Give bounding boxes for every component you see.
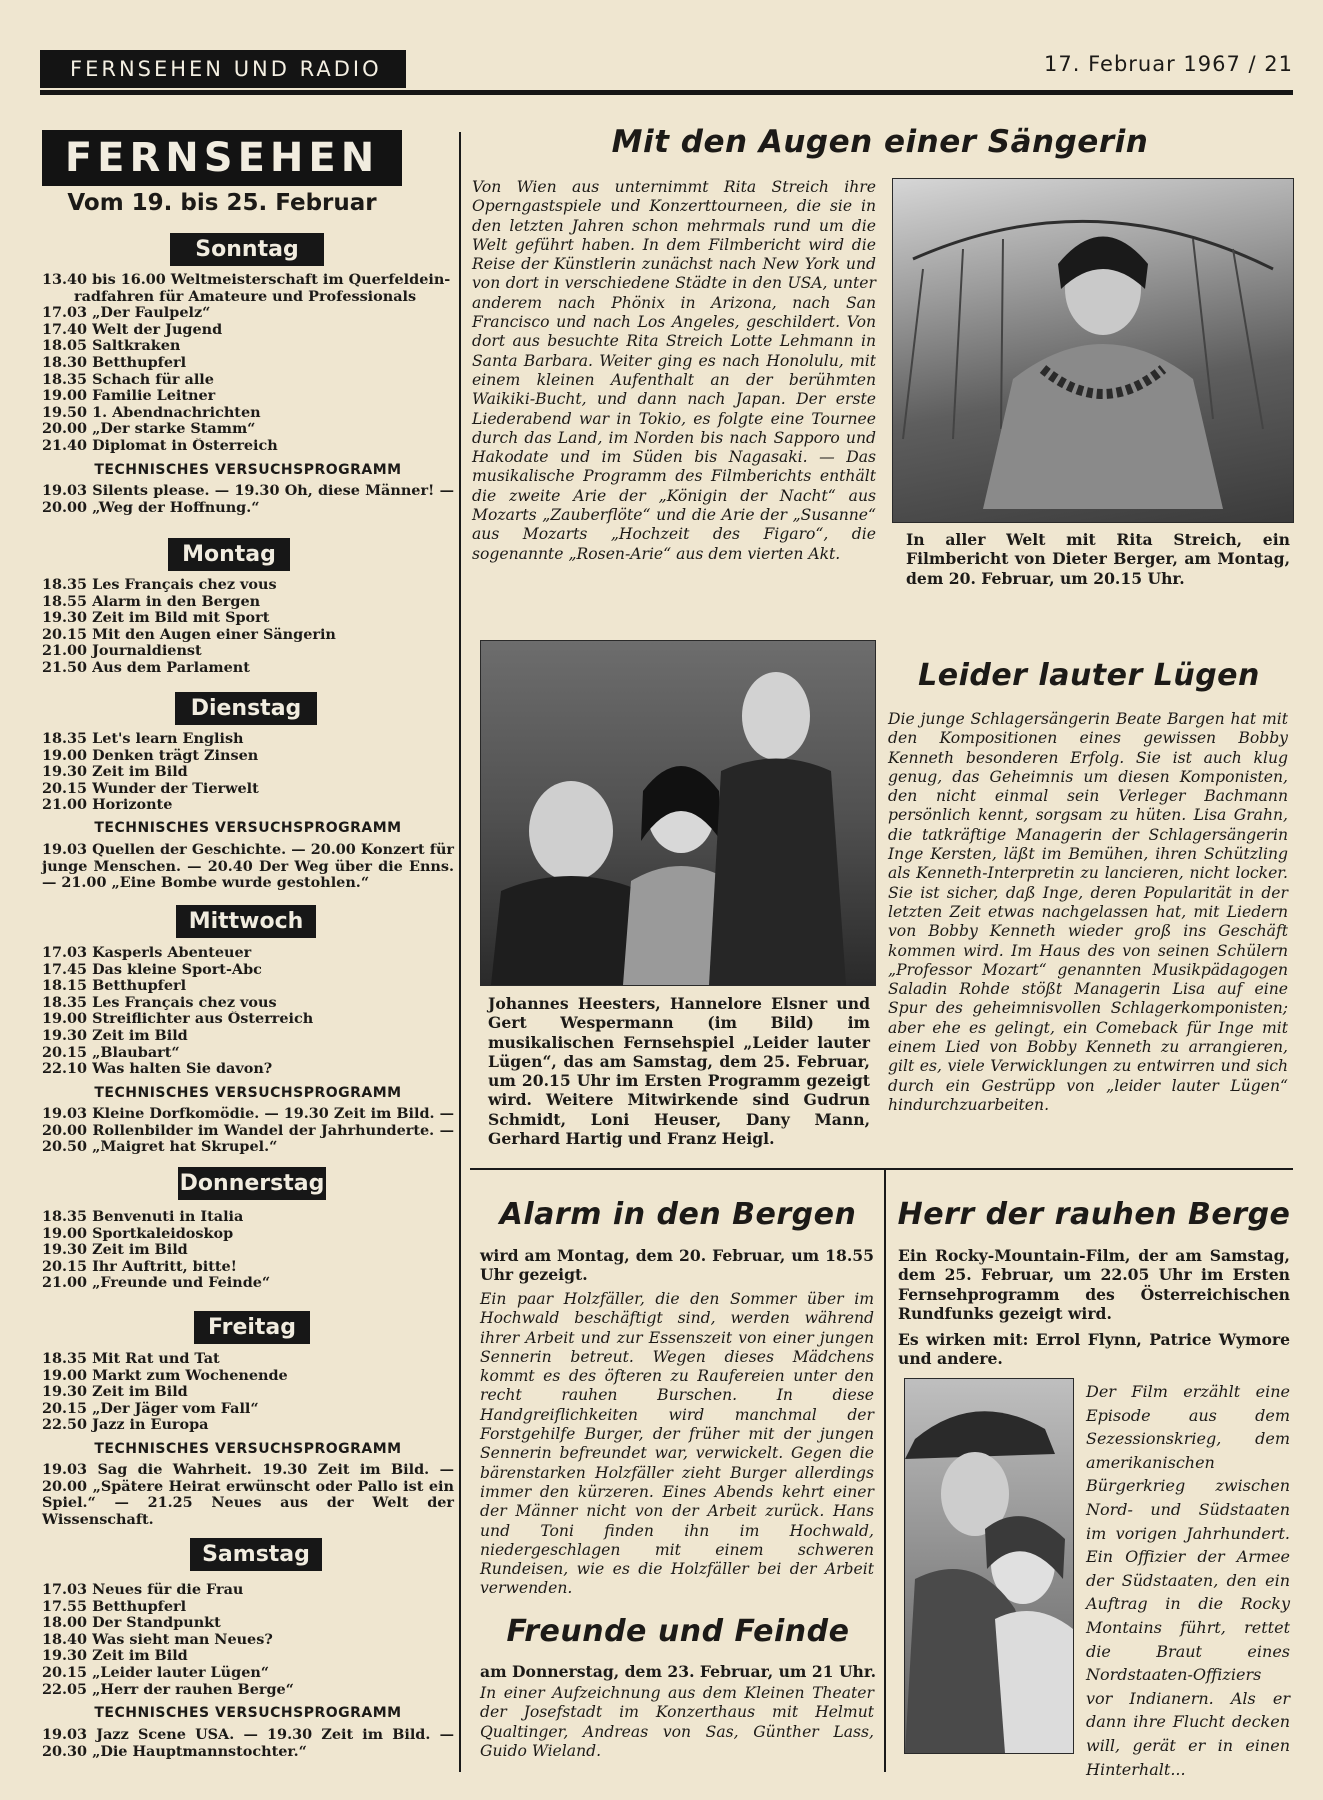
program-line: 17.55 Betthupferl (42, 1598, 187, 1615)
program-line: 20.15 „Der Jäger vom Fall“ (42, 1400, 259, 1417)
day-header-donnerstag: Donnerstag (178, 1167, 326, 1200)
article-lead-freunde: am Donnerstag, dem 23. Februar, um 21 Uhr. (480, 1662, 877, 1681)
program-line: 17.03 Neues für die Frau (42, 1582, 244, 1598)
program-line: 19.50 1. Abendnachrichten (42, 404, 261, 421)
program-line: 19.00 Markt zum Wochenende (42, 1367, 288, 1384)
program-line: 19.30 Zeit im Bild (42, 1648, 188, 1665)
cast-illustration (481, 641, 875, 985)
column-divider-mid (884, 1170, 886, 1772)
section-divider (470, 1168, 1293, 1170)
program-line: 19.30 Zeit im Bild mit Sport (42, 610, 270, 627)
photo-caption-luegen: Johannes Heesters, Hannelore Elsner und Gert Wespermann (im Bild) im musikalischen Fernsehspiel „Leider lauter Lügen“, das am Samstag, dem 25. Februar, um 20.15 Uhr im Ersten Programm gezeigt wird. Weitere Mitwirkende sind Gudrun Schmidt, Loni Heuser, Dany Mann, Gerhard Hartig und Franz Heigl. (488, 994, 870, 1149)
program-line: 21.00 „Freunde und Feinde“ (42, 1275, 271, 1292)
tech-label: TECHNISCHES VERSUCHSPROGRAMM (94, 820, 402, 836)
program-line: 13.40 bis 16.00 Weltmeisterschaft im Querfeldein- (42, 272, 451, 288)
program-line: 18.35 Les Français chez vous (42, 577, 277, 593)
program-list-dienstag (42, 731, 454, 814)
photo-rita-streich (892, 178, 1294, 523)
article-title-alarm: Alarm in den Bergen (499, 1197, 857, 1232)
program-line: 20.15 Mit den Augen einer Sängerin (42, 626, 336, 643)
program-line: 17.40 Welt der Jugend (42, 321, 223, 338)
program-line: 18.35 Les Français chez vous (42, 994, 277, 1011)
column-divider-left (459, 132, 461, 1772)
day-header-sonntag: Sonntag (170, 233, 324, 266)
tv-date-range: Vom 19. bis 25. Februar (67, 190, 377, 216)
program-line: 22.05 „Herr der rauhen Berge“ (42, 1681, 294, 1698)
program-line: 20.15 Wunder der Tierwelt (42, 780, 259, 797)
program-line: 19.00 Sportkaleidoskop (42, 1225, 234, 1242)
program-line: 21.50 Aus dem Parlament (42, 659, 250, 676)
article-body-luegen: Die junge Schlagersängerin Beate Bargen hat mit den Kompositionen eines gewissen Bobby Kenneth besonderen Erfolg. Sie ist auch klug genug, das Geheimnis um diesen Komponisten, den nicht einmal sein Verleger Bachmann persönlich kennt, sorgsam zu hüten. Lisa Grahn, die tatkräftige Managerin der Schlagersängerin Inge Kersten, läßt im Bemühen, ihren Schützling als Kenneth-Interpretin zu lancieren, nicht locker. Sie ist sicher, daß Inge, deren Popularität in der letzten Zeit etwas nachgelassen hat, mit Liedern von Bobby Kenneth wieder groß ins Geschäft kommen wird. Im Haus des von seinen Schülern „Professor Mozart“ genannten Musikpädagogen Saladin Rohde stößt Managerin Lisa auf eine Spur des geheimnisvollen Schlagerkomponisten; aber ehe es gelingt, ein Comeback für Inge mit einem Lied von Bobby Kenneth zu arrangieren, gilt es, viele Verwicklungen zu entwirren und sich durch ein Gestrüpp von „leider lauter Lügen“ hindurchzuarbeiten. (888, 710, 1288, 1114)
program-line: 18.35 Benvenuti in Italia (42, 1209, 244, 1225)
program-line: 18.55 Alarm in den Bergen (42, 593, 261, 610)
day-header-freitag: Freitag (194, 1311, 310, 1344)
photo-caption-augen: In aller Welt mit Rita Streich, ein Filmbericht von Dieter Berger, am Montag, dem 20. Februar, um 20.15 Uhr. (906, 530, 1290, 588)
program-line: 21.40 Diplomat in Österreich (42, 437, 278, 454)
article-lead-herr: Ein Rocky-Mountain-Film, der am Samstag, dem 25. Februar, um 22.05 Uhr im Ersten Fernsehprogramm des Österreichischen Rundfunks gezeigt wird. (898, 1246, 1290, 1323)
program-line: 19.00 Denken trägt Zinsen (42, 747, 259, 764)
program-list-mittwoch (42, 945, 454, 1078)
article-title-herr: Herr der rauhen Berge (897, 1197, 1291, 1232)
program-line: 18.05 Saltkraken (42, 338, 181, 355)
tech-label: TECHNISCHES VERSUCHSPROGRAMM (94, 1085, 402, 1101)
tech-program-mittwoch: 19.03 Kleine Dorfkomödie. — 19.30 Zeit im Bild. — 20.00 Rollenbilder im Wandel der Jahrhunderte. — 20.50 „Maigret hat Skrupel.“ (42, 1105, 454, 1156)
article-body-alarm: Ein paar Holzfäller, die den Sommer über im Hochwald beschäftigt sind, werden während ihrer Arbeit und zur Essenszeit von einer jungen Sennerin betreut. Wegen dieses Mädchens kommt es des öfteren zu Raufereien unter den recht rauhen Burschen. In diese Handgreiflichkeiten wird manchmal der Forstgehilfe Burger, der früher mit der jungen Sennerin befreundet war, verwickelt. Gegen die bärenstarken Holzfäller zieht Burger allerdings immer den kürzeren. Eines Abends kehrt einer der Männer nicht von der Arbeit zurück. Hans und Toni finden ihn im Hochwald, niedergeschlagen mit einem schweren Rundeisen, wie es die Holzfäller bei der Arbeit verwenden. (480, 1290, 874, 1598)
program-line: 18.00 Der Standpunkt (42, 1615, 221, 1632)
article-title-freunde: Freunde und Feinde (506, 1614, 850, 1649)
tech-label: TECHNISCHES VERSUCHSPROGRAMM (94, 462, 402, 478)
program-line: 19.30 Zeit im Bild (42, 1242, 188, 1259)
day-header-dienstag: Dienstag (175, 692, 317, 725)
program-line: 20.15 „Leider lauter Lügen“ (42, 1664, 270, 1681)
article-body-freunde: In einer Aufzeichnung aus dem Kleinen Theater der Josefstadt im Konzerthaus mit Helmut Qualtinger, Andreas von Sas, Günther Lass, Guido Wieland. (480, 1684, 874, 1760)
article-title-luegen: Leider lauter Lügen (918, 658, 1260, 693)
program-line: 19.00 Streiflichter aus Österreich (42, 1011, 314, 1028)
tech-label: TECHNISCHES VERSUCHSPROGRAMM (94, 1441, 402, 1457)
singer-illustration (893, 179, 1293, 522)
article-body-augen: Von Wien aus unternimmt Rita Streich ihre Operngastspiele und Konzerttourneen, die sie in den letzten Jahren schon mehrmals rund um die Welt geführt haben. In dem Filmbericht wird die Reise der Künstlerin zunächst nach New York und von dort in verschiedene Städte in den USA, unter anderem nach Phönix in Arizona, nach San Francisco und nach Los Angeles, geschildert. Von dort aus besuchte Rita Streich Lotte Lehmann in Santa Barbara. Weiter ging es nach Honolulu, mit einem kleinen Aufenthalt an der berühmten Waikiki-Bucht, und dann nach Japan. Der erste Liederabend war in Tokio, es folgte eine Tournee durch das Land, im Norden bis nach Sapporo und Hakodate und im Süden bis Nagasaki. — Das musikalische Programm des Filmberichts enthält die zweite Arie der „Königin der Nacht“ aus Mozarts „Zauberflöte“ und die Arie der „Susanne“ aus Mozarts „Hochzeit des Figaro“, die sogenannte „Rosen-Arie“ aus dem vierten Akt. (472, 178, 876, 563)
program-line: 21.00 Horizonte (42, 797, 173, 814)
program-line: 19.30 Zeit im Bild (42, 764, 188, 781)
tech-program-freitag: 19.03 Sag die Wahrheit. 19.30 Zeit im Bild. — 20.00 „Spätere Heirat erwünscht oder Pallo ist ein Spiel.“ — 21.25 Neues aus der Welt der Wissenschaft. (42, 1461, 454, 1528)
tech-label: TECHNISCHES VERSUCHSPROGRAMM (94, 1705, 402, 1721)
tv-banner: FERNSEHEN (42, 130, 402, 186)
program-line: 17.03 „Der Faulpelz“ (42, 305, 211, 322)
program-line: 20.15 „Blaubart“ (42, 1044, 180, 1061)
program-line: 18.35 Let's learn English (42, 731, 244, 747)
section-header: FERNSEHEN UND RADIO (40, 50, 406, 88)
program-line: 17.03 Kasperls Abenteuer (42, 945, 252, 961)
program-line: 18.30 Betthupferl (42, 354, 187, 371)
program-line: radfahren für Amateure und Professionals (74, 288, 417, 305)
program-line: 19.00 Familie Leitner (42, 388, 216, 405)
program-line: 20.00 „Der starke Stamm“ (42, 421, 256, 438)
program-line: 20.15 Ihr Auftritt, bitte! (42, 1258, 237, 1275)
day-header-samstag: Samstag (190, 1538, 322, 1571)
day-header-montag: Montag (168, 538, 290, 571)
program-line: 19.30 Zeit im Bild (42, 1384, 188, 1401)
program-list-montag (42, 577, 454, 677)
program-line: 18.15 Betthupferl (42, 978, 187, 995)
article-body-herr: Der Film erzählt eine Episode aus dem Sezessionskrieg, dem amerikanischen Bürgerkrieg zwischen Nord- und Südstaaten im vorigen Jahrhundert. Ein Offizier der Armee der Südstaaten, den ein Auftrag in die Rocky Montains führt, rettet die Braut eines Nordstaaten-Offiziers vor Indianern. Als er dann ihre Flucht decken will, gerät er in einen Hinterhalt... (1086, 1382, 1290, 1779)
article-title-augen: Mit den Augen einer Sängerin (611, 124, 1149, 160)
tech-program-sonntag: 19.03 Silents please. — 19.30 Oh, diese Männer! — 20.00 „Weg der Hoffnung.“ (42, 482, 454, 516)
program-list-sonntag (42, 272, 454, 455)
program-line: 18.35 Mit Rat und Tat (42, 1351, 220, 1367)
tech-program-dienstag: 19.03 Quellen der Geschichte. — 20.00 Konzert für junge Menschen. — 20.40 Der Weg über die Enns. — 21.00 „Eine Bombe wurde gestohlen.“ (42, 841, 454, 892)
header-rule (40, 90, 1293, 95)
program-line: 19.30 Zeit im Bild (42, 1027, 188, 1044)
program-line: 22.50 Jazz in Europa (42, 1417, 209, 1434)
program-list-samstag (42, 1582, 454, 1698)
program-line: 22.10 Was halten Sie davon? (42, 1061, 273, 1078)
article-lead-alarm: wird am Montag, dem 20. Februar, um 18.55 Uhr gezeigt. (480, 1246, 874, 1285)
article-cast-herr: Es wirken mit: Errol Flynn, Patrice Wymore und andere. (898, 1330, 1290, 1369)
day-header-mittwoch: Mittwoch (176, 905, 316, 938)
photo-leider-lauter-luegen (480, 640, 876, 986)
program-line: 21.00 Journaldienst (42, 643, 202, 660)
program-list-freitag (42, 1351, 454, 1434)
tech-program-samstag: 19.03 Jazz Scene USA. — 19.30 Zeit im Bild. — 20.30 „Die Hauptmannstochter.“ (42, 1726, 454, 1760)
program-line: 18.40 Was sieht man Neues? (42, 1631, 273, 1648)
program-list-donnerstag (42, 1209, 454, 1292)
cowboy-illustration (905, 1379, 1073, 1753)
program-line: 17.45 Das kleine Sport-Abc (42, 961, 262, 978)
program-line: 18.35 Schach für alle (42, 371, 214, 388)
photo-errol-flynn (904, 1378, 1074, 1754)
issue-date-page: 17. Februar 1967 / 21 (1044, 52, 1293, 76)
